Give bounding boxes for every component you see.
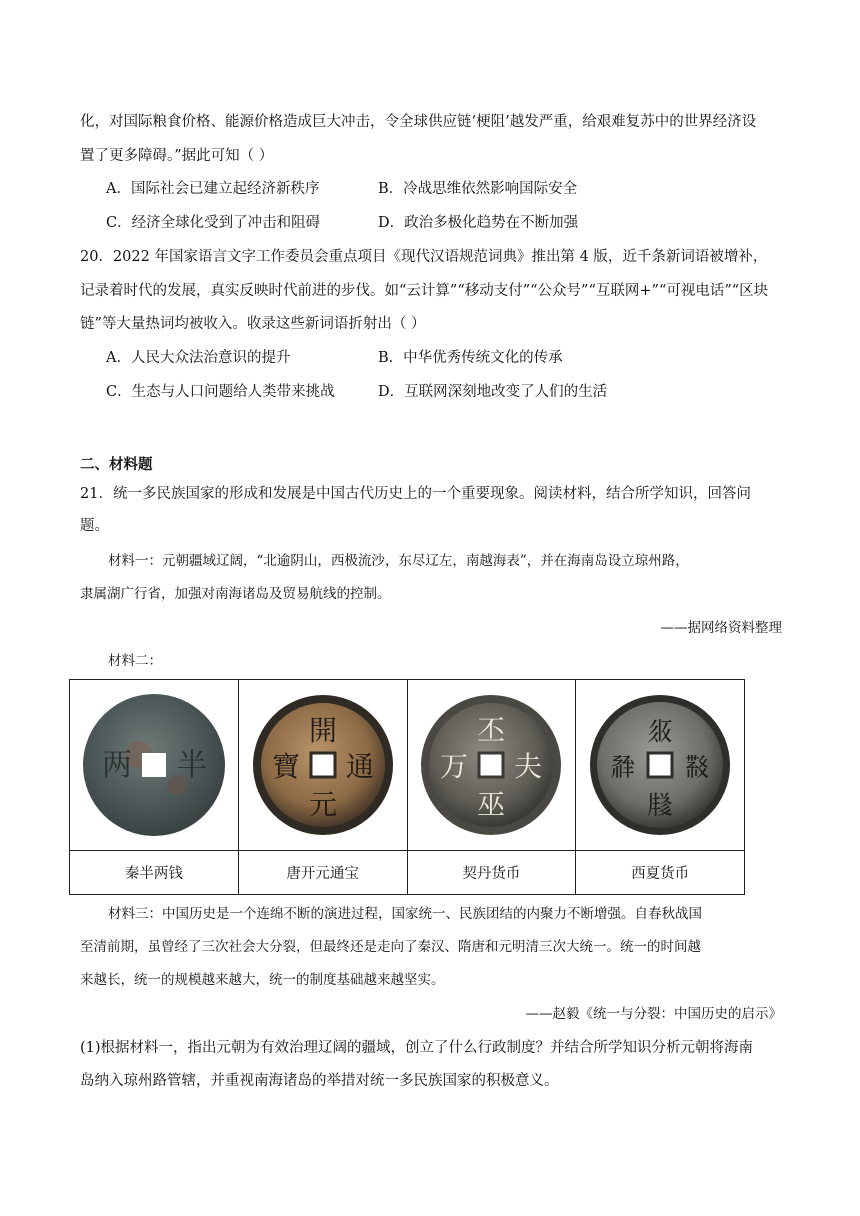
coin-char: 半 <box>176 748 207 783</box>
q20-option-a: A．人民大众法治意识的提升 <box>106 350 291 366</box>
coin-cell-khitan <box>407 680 576 851</box>
coin-caption-khitan: 契丹货币 <box>407 851 576 895</box>
coin-cell-tang <box>238 680 407 851</box>
western-xia-coin-icon <box>585 690 735 840</box>
q19-option-a: A．国际社会已建立起经济新秩序 <box>106 181 320 197</box>
coin-caption-qin: 秦半两钱 <box>70 851 239 895</box>
coin-char: 寶 <box>271 750 300 783</box>
coin-caption-tang: 唐开元通宝 <box>238 851 407 895</box>
q19-option-c: C．经济全球化受到了冲击和阻碍 <box>106 215 321 231</box>
coin-char: 夫 <box>514 750 543 783</box>
q20-option-d: D．互联网深刻地改变了人们的生活 <box>378 384 608 400</box>
kaiyuan-tongbao-coin-icon <box>248 690 398 840</box>
coin-char: 元 <box>308 788 337 821</box>
q20-stem-line2: 记录着时代的发展，真实反映时代前进的步伐。如“云计算”“移动支付”“公众号”“互联网+”“可视电话”“区块 <box>80 283 769 299</box>
coin-char: 𗴂 <box>610 753 637 783</box>
material3-line2: 至清前期，虽曾经了三次社会大分裂，但最终还是走向了秦汉、隋唐和元明清三次大统一。统一的时间越 <box>80 939 701 955</box>
coin-char: 通 <box>345 750 374 783</box>
coin-table <box>69 679 745 895</box>
material1-line2: 隶属湖广行省，加强对南海诸岛及贸易航线的控制。 <box>80 586 391 602</box>
coin-char: 丕 <box>477 714 506 747</box>
coin-char: 𗼇 <box>647 717 674 747</box>
coin-char: 𘜶 <box>684 753 711 783</box>
q19-option-b: B．冷战思维依然影响国际安全 <box>378 181 578 197</box>
q21-sub1-line2: 岛纳入琼州路管辖，并重视南海诸岛的举措对统一多民族国家的积极意义。 <box>80 1073 559 1089</box>
coin-char: 𗹦 <box>647 791 674 821</box>
q19-option-d: D．政治多极化趋势在不断加强 <box>378 215 579 231</box>
khitan-coin-icon <box>416 690 566 840</box>
coin-cell-xixia <box>576 680 745 851</box>
coin-char: 万 <box>440 750 469 783</box>
q20-stem-line1: 20．2022 年国家语言文字工作委员会重点项目《现代汉语规范词典》推出第 4 版，近千条新词语被增补， <box>80 249 768 265</box>
q21-sub1-line1: (1)根据材料一，指出元朝为有效治理辽阔的疆域，创立了什么行政制度？并结合所学知识分析元朝将海南 <box>80 1040 754 1056</box>
coin-caption-xixia: 西夏货币 <box>576 851 745 895</box>
material1-source: ——据网络资料整理 <box>660 620 782 636</box>
q20-stem-line3: 链”等大量热词均被收入。收录这些新词语折射出（ ） <box>80 316 426 332</box>
material1-line1: 材料一：元朝疆域辽阔，“北逾阴山，西极流沙，东尽辽左，南越海表”，并在海南岛设立琼州路， <box>108 553 689 569</box>
q21-stem-line2: 题。 <box>80 518 109 534</box>
coin-char: 巫 <box>477 788 506 821</box>
material3-line3: 来越长，统一的规模越来越大，统一的制度基础越来越坚实。 <box>80 972 445 988</box>
section-title: 二、材料题 <box>80 456 153 473</box>
q20-option-b: B．中华优秀传统文化的传承 <box>378 350 563 366</box>
material3-source: ——赵毅《统一与分裂：中国历史的启示》 <box>525 1006 782 1022</box>
q19-stem-line1: 化，对国际粮食价格、能源价格造成巨大冲击，令全球供应链‘梗阻’越发严重，给艰难复苏中的世界经济设 <box>80 114 757 130</box>
material2-label: 材料二： <box>108 653 162 669</box>
qin-banliang-coin-icon <box>79 690 229 840</box>
coin-char: 開 <box>308 714 337 747</box>
coin-cell-qin <box>70 680 239 851</box>
q20-option-c: C．生态与人口问题给人类带来挑战 <box>106 384 335 400</box>
material3-line1: 材料三：中国历史是一个连绵不断的演进过程，国家统一、民族团结的内聚力不断增强。自春秋战国 <box>108 906 702 922</box>
coin-char: 两 <box>101 748 132 783</box>
q21-stem-line1: 21．统一多民族国家的形成和发展是中国古代历史上的一个重要现象。阅读材料，结合所学知识，回答问 <box>80 486 751 502</box>
q19-stem-line2: 置了更多障碍。”据此可知（ ） <box>80 148 274 164</box>
